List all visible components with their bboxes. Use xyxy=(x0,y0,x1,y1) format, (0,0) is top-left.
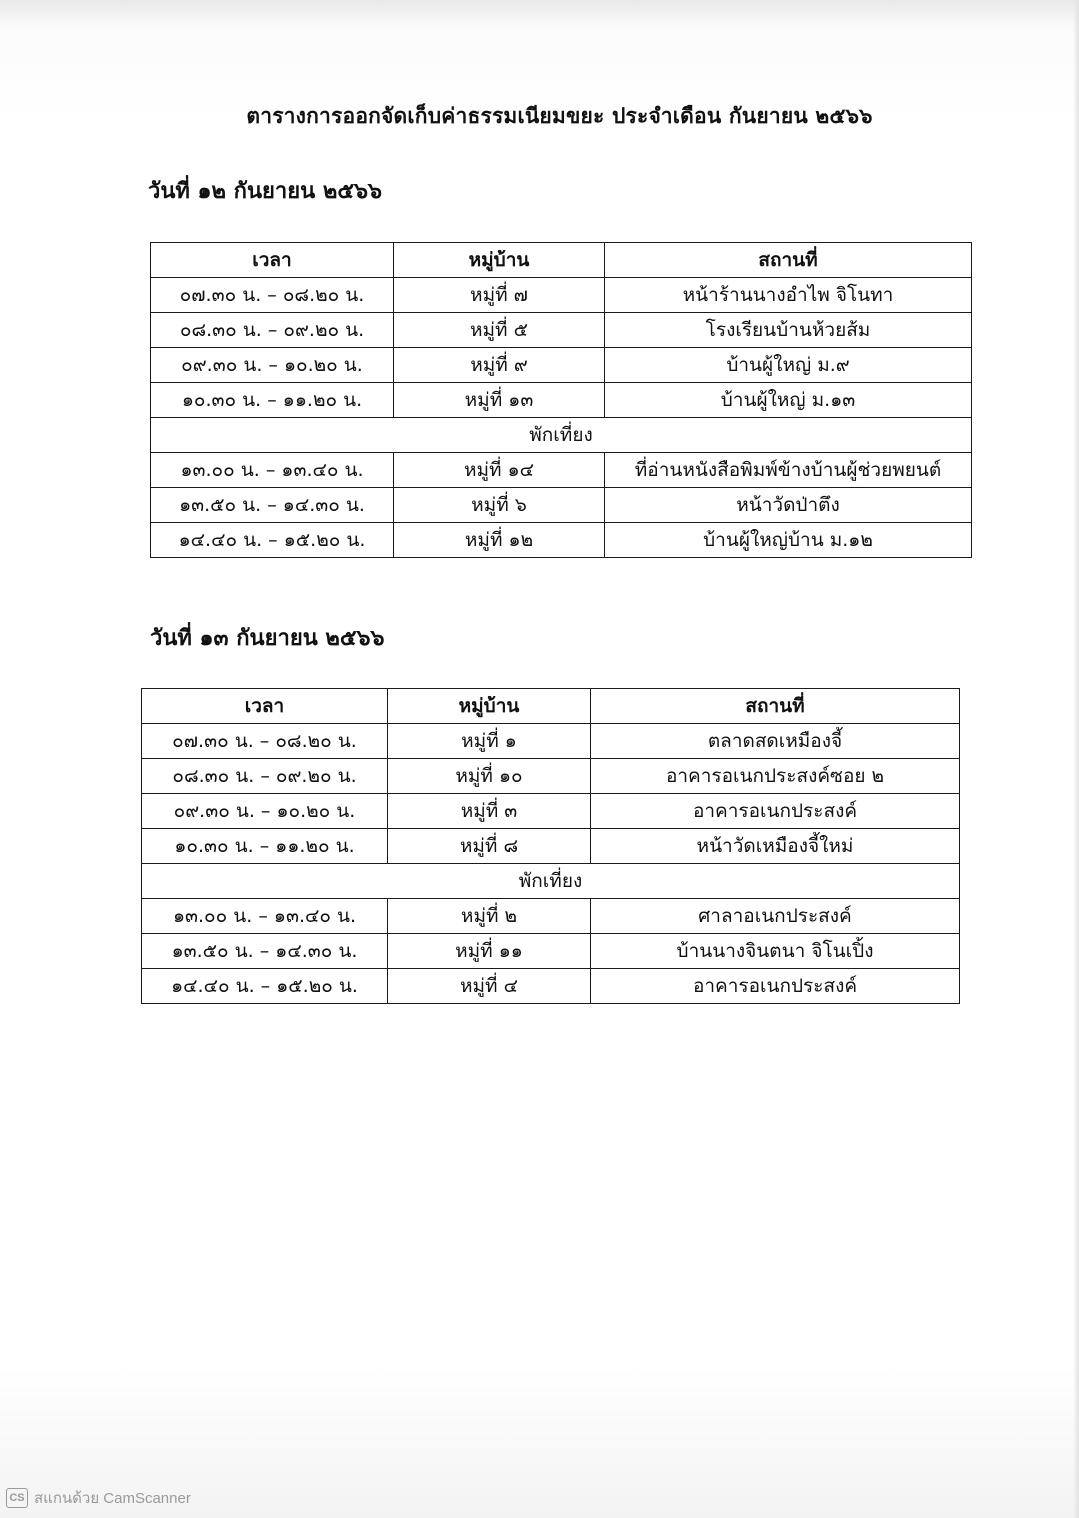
cell-time: ๐๗.๓๐ น. – ๐๘.๒๐ น. xyxy=(151,278,394,313)
lunch-break-row xyxy=(151,418,972,453)
table-row xyxy=(151,278,972,313)
cell-village: หมู่ที่ ๑๓ xyxy=(394,383,605,418)
cell-place: หน้าร้านนางอำไพ จิโนทา xyxy=(605,278,972,313)
cell-place: บ้านนางจินตนา จิโนเปิ้ง xyxy=(591,934,960,969)
cell-village: หมู่ที่ ๔ xyxy=(388,969,591,1004)
table-row xyxy=(142,829,960,864)
table-row xyxy=(142,724,960,759)
column-header-time: เวลา xyxy=(151,243,394,278)
cell-village: หมู่ที่ ๑๔ xyxy=(394,453,605,488)
cell-place: อาคารอเนกประสงค์ซอย ๒ xyxy=(591,759,960,794)
camscanner-text: สแกนด้วย CamScanner xyxy=(34,1490,191,1507)
table-row xyxy=(151,313,972,348)
table-row xyxy=(142,794,960,829)
table-row xyxy=(142,899,960,934)
camscanner-logo-icon: CS xyxy=(6,1488,28,1508)
cell-village: หมู่ที่ ๒ xyxy=(388,899,591,934)
cell-village: หมู่ที่ ๓ xyxy=(388,794,591,829)
column-header-place: สถานที่ xyxy=(605,243,972,278)
lunch-break-row xyxy=(142,864,960,899)
schedule-table-day-2 xyxy=(141,688,960,1004)
document-title: ตารางการออกจัดเก็บค่าธรรมเนียมขยะ ประจำเดือน กันยายน ๒๕๖๖ xyxy=(246,104,873,128)
cell-place: ศาลาอเนกประสงค์ xyxy=(591,899,960,934)
table-header-row xyxy=(142,689,960,724)
table-row xyxy=(142,969,960,1004)
schedule-table-day-1 xyxy=(150,242,972,558)
cell-village: หมู่ที่ ๑ xyxy=(388,724,591,759)
cell-village: หมู่ที่ ๗ xyxy=(394,278,605,313)
cell-time: ๑๐.๓๐ น. – ๑๑.๒๐ น. xyxy=(151,383,394,418)
cell-time: ๐๘.๓๐ น. – ๐๙.๒๐ น. xyxy=(142,759,388,794)
cell-village: หมู่ที่ ๘ xyxy=(388,829,591,864)
cell-place: ตลาดสดเหมืองจี้ xyxy=(591,724,960,759)
cell-place: อาคารอเนกประสงค์ xyxy=(591,794,960,829)
column-header-village: หมู่บ้าน xyxy=(388,689,591,724)
cell-time: ๑๐.๓๐ น. – ๑๑.๒๐ น. xyxy=(142,829,388,864)
table-row xyxy=(151,348,972,383)
cell-time: ๐๗.๓๐ น. – ๐๘.๒๐ น. xyxy=(142,724,388,759)
cell-time: ๑๓.๐๐ น. – ๑๓.๔๐ น. xyxy=(142,899,388,934)
table-row xyxy=(151,488,972,523)
cell-time: ๑๔.๔๐ น. – ๑๕.๒๐ น. xyxy=(151,523,394,558)
cell-time: ๐๙.๓๐ น. – ๑๐.๒๐ น. xyxy=(142,794,388,829)
column-header-place: สถานที่ xyxy=(591,689,960,724)
cell-place: หน้าวัดเหมืองจี้ใหม่ xyxy=(591,829,960,864)
cell-village: หมู่ที่ ๑๒ xyxy=(394,523,605,558)
cell-time: ๐๙.๓๐ น. – ๑๐.๒๐ น. xyxy=(151,348,394,383)
table-row xyxy=(142,934,960,969)
cell-village: หมู่ที่ ๖ xyxy=(394,488,605,523)
cell-village: หมู่ที่ ๑๑ xyxy=(388,934,591,969)
camscanner-watermark xyxy=(6,1486,191,1510)
cell-village: หมู่ที่ ๕ xyxy=(394,313,605,348)
cell-place: บ้านผู้ใหญ่บ้าน ม.๑๒ xyxy=(605,523,972,558)
table-row xyxy=(151,523,972,558)
cell-place: โรงเรียนบ้านห้วยส้ม xyxy=(605,313,972,348)
lunch-break-label: พักเที่ยง xyxy=(142,864,960,899)
table-row xyxy=(151,383,972,418)
cell-place: หน้าวัดป่าตึง xyxy=(605,488,972,523)
cell-village: หมู่ที่ ๙ xyxy=(394,348,605,383)
table-row xyxy=(151,453,972,488)
column-header-village: หมู่บ้าน xyxy=(394,243,605,278)
scan-shadow-right xyxy=(1073,0,1079,1518)
cell-time: ๑๔.๔๐ น. – ๑๕.๒๐ น. xyxy=(142,969,388,1004)
cell-place: บ้านผู้ใหญ่ ม.๙ xyxy=(605,348,972,383)
table-header-row xyxy=(151,243,972,278)
cell-village: หมู่ที่ ๑๐ xyxy=(388,759,591,794)
date-heading-day-1: วันที่ ๑๒ กันยายน ๒๕๖๖ xyxy=(148,179,382,204)
table-row xyxy=(142,759,960,794)
cell-place: บ้านผู้ใหญ่ ม.๑๓ xyxy=(605,383,972,418)
scan-shadow-top xyxy=(0,0,1079,28)
cell-place: ที่อ่านหนังสือพิมพ์ข้างบ้านผู้ช่วยพยนต์ xyxy=(605,453,972,488)
cell-place: อาคารอเนกประสงค์ xyxy=(591,969,960,1004)
lunch-break-label: พักเที่ยง xyxy=(151,418,972,453)
cell-time: ๐๘.๓๐ น. – ๐๙.๒๐ น. xyxy=(151,313,394,348)
date-heading-day-2: วันที่ ๑๓ กันยายน ๒๕๖๖ xyxy=(150,626,385,651)
cell-time: ๑๓.๕๐ น. – ๑๔.๓๐ น. xyxy=(151,488,394,523)
cell-time: ๑๓.๕๐ น. – ๑๔.๓๐ น. xyxy=(142,934,388,969)
cell-time: ๑๓.๐๐ น. – ๑๓.๔๐ น. xyxy=(151,453,394,488)
column-header-time: เวลา xyxy=(142,689,388,724)
